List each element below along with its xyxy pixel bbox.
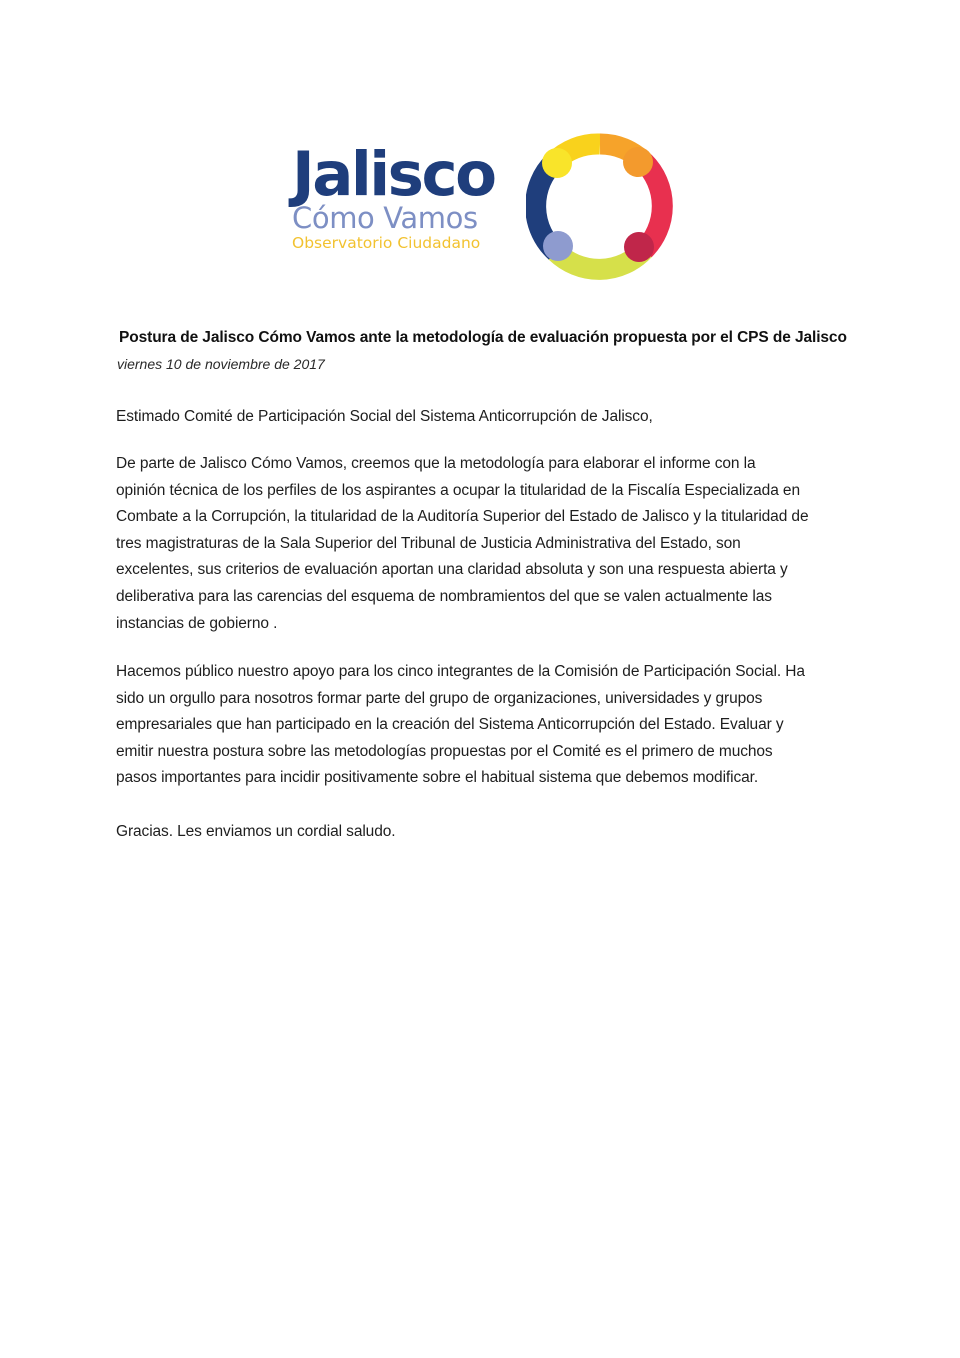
logo-text (292, 139, 504, 252)
greeting-text: Estimado Comité de Participación Social del Sistema Anticorrupción de Jalisco, (116, 408, 653, 425)
paragraph-line: deliberativa para las carencias del esquema de nombramientos del que se valen actualmente las (116, 587, 772, 605)
paragraph-line: Combate a la Corrupción, la titularidad de la Auditoría Superior del Estado de Jalisco y la titularidad de (116, 508, 809, 526)
paragraph-line: emitir nuestra postura sobre las metodologías propuestas por el Comité es el primero de muchos (116, 742, 773, 760)
closing-text: Gracias. Les enviamos un cordial saludo. (116, 823, 396, 840)
paragraph-line: Hacemos público nuestro apoyo para los cinco integrantes de la Comisión de Participación Social. Ha (116, 663, 805, 680)
logo-word: Jalisco (292, 139, 495, 210)
document-title: Postura de Jalisco Cómo Vamos ante la metodología de evaluación propuesta por el CPS de Jalisco (119, 329, 847, 346)
document-date: viernes 10 de noviembre de 2017 (117, 356, 325, 372)
paragraph-line: instancias de gobierno . (116, 614, 278, 632)
ring-dot-lavender (543, 231, 573, 261)
paragraph-line: empresariales que han participado en la creación del Sistema Anticorrupción del Estado. Evaluar y (116, 716, 784, 734)
paragraph-line: opinión técnica de los perfiles de los aspirantes a ocupar la titularidad de la Fiscalía Especializada en (116, 481, 800, 499)
greeting-paragraph (116, 404, 856, 431)
ring-dot-orange (623, 147, 653, 177)
jalisco-como-vamos-logo (292, 128, 682, 283)
paragraph-2 (116, 659, 856, 792)
logo-tagline: Observatorio Ciudadano (292, 234, 481, 252)
paragraph-line: De parte de Jalisco Cómo Vamos, creemos que la metodología para elaborar el informe con la (116, 455, 756, 472)
paragraph-1 (116, 451, 856, 637)
logo-ring-icon (526, 132, 674, 280)
logo-subtitle: Cómo Vamos (292, 201, 478, 235)
paragraph-line: excelentes, sus criterios de evaluación aportan una claridad absoluta y son una respuesta abierta y (116, 561, 788, 579)
paragraph-line: tres magistraturas de la Sala Superior del Tribunal de Justicia Administrativa del Estado, son (116, 534, 741, 552)
paragraph-line: pasos importantes para incidir positivamente sobre el habitual sistema que debemos modificar. (116, 769, 759, 787)
closing-paragraph (116, 819, 856, 846)
ring-dot-yellow (542, 148, 572, 178)
paragraph-line: sido un orgullo para nosotros formar parte del grupo de organizaciones, universidades y grupos (116, 689, 763, 707)
ring-dot-maroon (624, 232, 654, 262)
